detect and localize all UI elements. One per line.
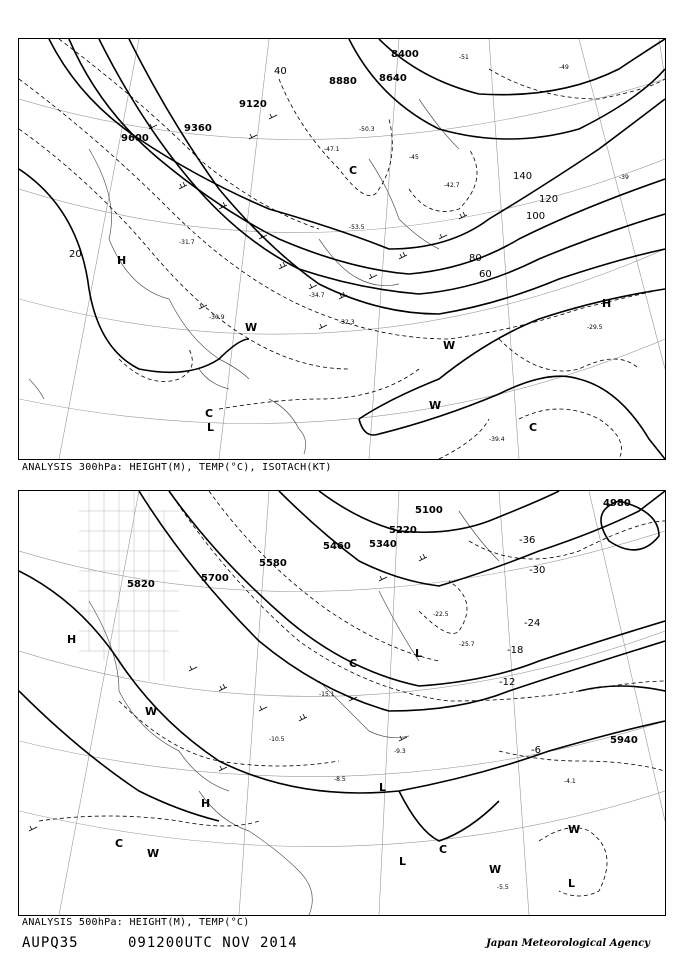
isotach-label-40: 40 — [274, 66, 287, 77]
high-pressure-marker: H — [117, 254, 127, 267]
temp-label: -25.7 — [459, 641, 475, 648]
pressure-systems — [117, 164, 611, 434]
temp-label: -34.7 — [309, 292, 325, 299]
temp-label: -10.5 — [269, 736, 285, 743]
cold-marker: C — [115, 837, 124, 850]
temp-label: -51 — [459, 54, 469, 61]
latlon-grid — [19, 491, 665, 915]
temp-label: -29.5 — [587, 324, 603, 331]
isotherms — [19, 39, 665, 459]
temp-label: -39 — [619, 174, 629, 181]
warm-marker: W — [147, 847, 160, 860]
isotherm-label-36: -36 — [519, 535, 536, 546]
warm-marker: W — [429, 399, 442, 412]
height-label-9360: 9360 — [184, 123, 212, 134]
temp-label: -22.5 — [433, 611, 449, 618]
isotherm-label-12: -12 — [499, 677, 516, 688]
cold-marker: C — [205, 407, 214, 420]
warm-marker: W — [568, 823, 581, 836]
isotach-label-140: 140 — [513, 171, 533, 182]
caption-300hpa: ANALYSIS 300hPa: HEIGHT(M), TEMP(°C), ISOTACH(KT) — [22, 462, 332, 473]
temp-labels — [269, 535, 576, 891]
latlon-grid — [19, 39, 665, 459]
low-pressure-marker: L — [379, 781, 387, 794]
isotach-label-60: 60 — [479, 269, 492, 280]
height-label-5340: 5340 — [369, 539, 397, 550]
agency-name: Japan Meteorological Agency — [486, 938, 650, 949]
temp-label: -8.5 — [334, 776, 346, 783]
cold-marker: C — [529, 421, 538, 434]
map-300hpa-svg — [19, 39, 665, 459]
low-pressure-marker: L — [207, 421, 215, 434]
valid-time: 091200UTC NOV 2014 — [128, 935, 298, 951]
temp-label: -53.5 — [349, 224, 365, 231]
height-label-5580: 5580 — [259, 558, 287, 569]
height-label-8880: 8880 — [329, 76, 357, 87]
height-label-8400: 8400 — [391, 49, 419, 60]
temp-label: -32.3 — [339, 319, 355, 326]
temp-label: -4.1 — [564, 778, 576, 785]
warm-marker: W — [443, 339, 456, 352]
isotach-label-80: 80 — [469, 253, 482, 264]
temp-label: -31.7 — [179, 239, 195, 246]
temp-label: -42.7 — [444, 182, 460, 189]
pressure-systems — [67, 633, 580, 890]
temp-label: -50.3 — [359, 126, 375, 133]
isotherm-label-30: -30 — [529, 565, 546, 576]
height-label-8640: 8640 — [379, 73, 407, 84]
height-label-9120: 9120 — [239, 99, 267, 110]
low-pressure-marker: L — [399, 855, 407, 868]
temp-label: -49 — [559, 64, 569, 71]
isotach-label-100: 100 — [526, 211, 546, 222]
height-label-4980: 4980 — [603, 498, 631, 509]
temp-label: -39.4 — [489, 436, 505, 443]
cold-marker: C — [439, 843, 448, 856]
height-label-5820: 5820 — [127, 579, 155, 590]
high-pressure-marker: H — [67, 633, 77, 646]
temp-label: -30.9 — [209, 314, 225, 321]
isotach-label-20: 20 — [69, 249, 82, 260]
warm-marker: W — [489, 863, 502, 876]
isotherm-label-18: -18 — [507, 645, 524, 656]
wind-barbs — [149, 114, 467, 329]
isotach-labels — [69, 66, 558, 280]
height-label-9600: 9600 — [121, 133, 149, 144]
cold-marker: C — [349, 657, 358, 670]
height-label-5940: 5940 — [610, 735, 638, 746]
isotach-label-120: 120 — [539, 194, 559, 205]
low-pressure-marker: L — [568, 877, 576, 890]
height-label-5220: 5220 — [389, 525, 417, 536]
temp-label: -45 — [409, 154, 419, 161]
temp-label: -15.1 — [319, 691, 335, 698]
temp-label: -5.5 — [497, 884, 509, 891]
caption-500hpa: ANALYSIS 500hPa: HEIGHT(M), TEMP(°C) — [22, 917, 250, 928]
map-500hpa-svg — [19, 491, 665, 915]
temp-label: -9.3 — [394, 748, 406, 755]
high-pressure-marker: H — [201, 797, 211, 810]
isotherm-label-24: -24 — [524, 618, 541, 629]
temp-label: -47.1 — [324, 146, 340, 153]
warm-marker: W — [145, 705, 158, 718]
height-contours — [19, 39, 665, 459]
map-panel-300hpa — [18, 38, 666, 460]
low-pressure-marker: L — [415, 647, 423, 660]
high-pressure-marker: H — [602, 297, 612, 310]
map-panel-500hpa — [18, 490, 666, 916]
height-label-5460: 5460 — [323, 541, 351, 552]
isotherm-label-6: -6 — [531, 745, 541, 756]
cold-marker: C — [349, 164, 358, 177]
height-label-5700: 5700 — [201, 573, 229, 584]
height-label-5100: 5100 — [415, 505, 443, 516]
chart-id: AUPQ35 — [22, 935, 79, 951]
warm-marker: W — [245, 321, 258, 334]
